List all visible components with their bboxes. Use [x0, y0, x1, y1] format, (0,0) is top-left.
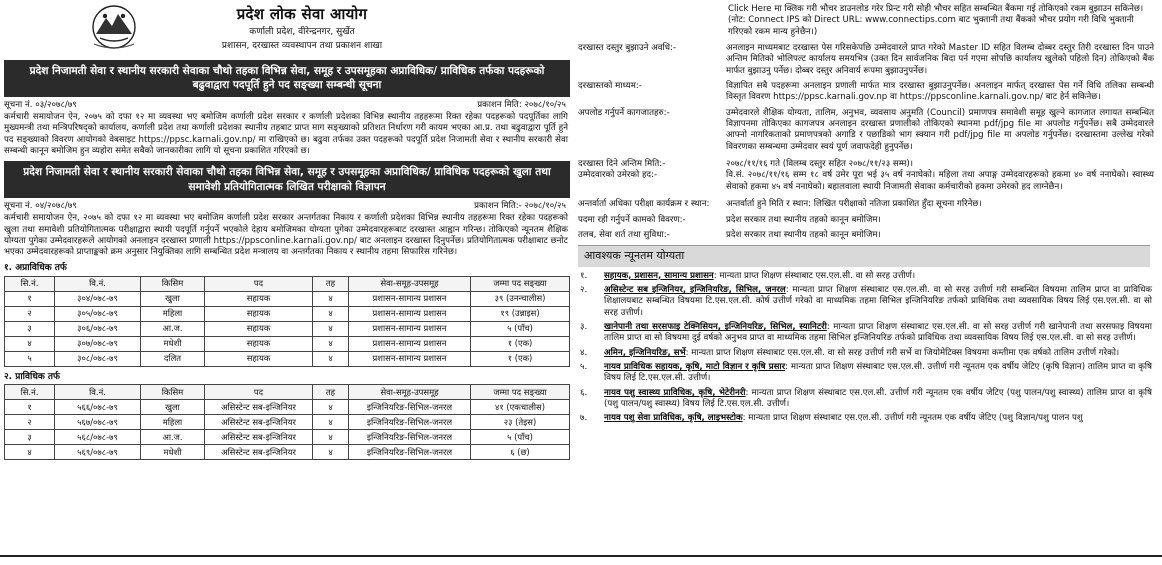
- notice2-body: कर्मचारी समायोजन ऐन, २०७५ को दफा १२ मा व्यवस्था भए बमोजिम कर्णाली प्रदेश सरकार अन्तर्गतका निकाय र कर्णाली प्रदेशका विभिन्न स्थानीय तहहरूमा रिक्त रहेका पदहरूको खुला तथा समावेशी प्रतियोगितात्मक परीक्षाद्वारा स्थायी पदपूर्ति गर्नुपर्ने भएकोले देहाय बमोजिमका योग्यता पुगेका उम्मेदवारहरूबाट दरखास्त आह्वान गरिन्छ। तोकिएको न्यूनतम शैक्षिक योग्यता पुगेका उम्मेदवारहरूले आयोगको अनलाइन दरखास्त प्रणाली https://ppsconline.karnali.gov.np/ बाट अनलाइन दरखास्त दिनुपर्नेछ। प्रतियोगितात्मक परीक्षाबाट छनोट भएका उम्मेदवारहरूको प्राप्ताङ्कको क्रम अनुसार नियुक्तिका लागि सम्बन्धित प्रदेश मन्त्रालय वा अन्तर्गतका निकाय र स्थानीय तहमा सिफारिस गरिनेछ।: [4, 213, 568, 258]
- table-cell: आ.ज.: [141, 430, 205, 445]
- table-cell: ३: [5, 321, 55, 336]
- header: [2, 0, 574, 58]
- table-cell: ४: [313, 445, 349, 460]
- col-header: किसिम: [141, 385, 205, 400]
- detail-value: उम्मेदवारले शैक्षिक योग्यता, तालिम, अनुभव, व्यवसाय अनुमति (Council) प्रमाणपत्र समावेशी समूह खुल्ने कागजात लगायत सम्बन्धित विज्ञापनमा तोकिएका कागजपत्र अनलाइन दरखास्त प्रणालीको तोकिएको स्थानमा pdf/jpg file मा अपलोड गर्नुपर्नेछ। सबै उम्मेदवारले आफ्नो नागरिकताको प्रमाणपत्रको अगाडि र पछाडिको भाग स्क्यान गरी pdf/jpg file मा अपलोड गर्नुपर्नेछ। दरखास्तमा उल्लेख गरेको विवरणका सम्बन्धमा उम्मेदवार स्वयं पूर्ण जवाफदेही हुनुपर्नेछ।: [726, 107, 1154, 152]
- table-row: [5, 400, 570, 415]
- qualification-title: असिस्टेन्ट सब इन्जिनियर, इन्जिनियरिङ, सिभिल, जनरल: [604, 285, 786, 296]
- detail-value: प्रदेश सरकार तथा स्थानीय तहको कानून बमोजिम।: [726, 214, 881, 225]
- table-cell: इन्जिनियरिङ-सिभिल-जनरल: [349, 430, 471, 445]
- table-row: [5, 430, 570, 445]
- qualification-title: नायव पशु स्वास्थ्य प्राविधिक, कृषि, भेटेरीनरी: [604, 387, 746, 398]
- org-address: कर्णाली प्रदेश, वीरेन्द्रनगर, सुर्खेत: [249, 26, 355, 37]
- header-text: [152, 5, 452, 53]
- org-branch: प्रशासन, दरखास्त व्यवस्थापन तथा प्रकाशन शाखा: [221, 40, 383, 51]
- qualification-text: [604, 388, 1160, 411]
- table-cell: ३०८/०७८-७९: [55, 351, 141, 366]
- table-header-row: [5, 276, 570, 291]
- table-cell: ५६८/०७८-७९: [55, 430, 141, 445]
- qualification-desc: : मान्यता प्राप्त शिक्षण संस्थाबाट एस.एल.सी. वा सो सरह उत्तीर्ण गरी सर्भे वा जियोमेटिक्स विषयमा कम्तीमा एक वर्षको तालिम उत्तीर्ण गरेको।: [685, 347, 1120, 358]
- qualification-number: ४.: [580, 347, 588, 358]
- qualification-title: सहायक, प्रशासन, सामान्य प्रशासन: [604, 270, 714, 281]
- table-row: [5, 351, 570, 366]
- qualification-title: नायव प्राविधिक सहायक, कृषि, माटो विज्ञान र कृषि प्रसार: [604, 362, 786, 373]
- qualification-item: [578, 322, 1160, 345]
- notice1-number: सूचना नं. ०३/२०७८/७९: [4, 99, 77, 110]
- table-cell: सहायक: [205, 336, 313, 351]
- qualification-desc: : मान्यता प्राप्त शिक्षण संस्थाबाट एस.एल.सी. वा सो सरह उत्तीर्ण।: [713, 270, 916, 281]
- table-cell: असिस्टेन्ट सब-इन्जिनियर: [205, 400, 313, 415]
- table-cell: १ (एक): [471, 351, 570, 366]
- table-cell: ५६९/०७८-७९: [55, 445, 141, 460]
- table-row: [5, 321, 570, 336]
- table-cell: ४: [5, 336, 55, 351]
- detail-label: दरखास्तको माध्यम:-: [578, 81, 642, 92]
- notice1-title: प्रदेश निजामती सेवा र स्थानीय सरकारी सेवाका चौथो तहका विभिन्न सेवा, समूह र उपसमूहका अप्राविधिक/ प्राविधिक तर्फका पदहरूको बढुवाद्वारा पदपूर्ति हुने पद सङ्ख्या सम्बन्धी सूचना: [4, 60, 570, 97]
- org-name: प्रदेश लोक सेवा आयोग: [236, 5, 368, 23]
- qualification-title: नायव पशु सेवा प्राविधिक, कृषि, लाइभस्टोक: [604, 413, 743, 424]
- detail-value: २०७८/११/१६ गते (विलम्ब दस्तुर सहित २०७८/११/२३ सम्म)।: [726, 159, 914, 170]
- table-cell: सहायक: [205, 351, 313, 366]
- qualification-number: ६.: [580, 387, 588, 398]
- qualification-number: ५.: [580, 362, 588, 373]
- table-cell: ३०७/०७८-७९: [55, 336, 141, 351]
- detail-label: उम्मेदवारको उमेरको हद:-: [578, 170, 658, 181]
- detail-label: अपलोड गर्नुपर्ने कागजातहरु:-: [578, 107, 670, 118]
- table-cell: ३: [5, 430, 55, 445]
- table1-heading: १. अप्राविधिक तर्फ: [4, 262, 67, 273]
- table-header-row: [5, 385, 570, 400]
- col-header: किसिम: [141, 276, 205, 291]
- table-cell: ४: [313, 336, 349, 351]
- table-cell: ५ (पाँच): [471, 321, 570, 336]
- qualification-title: खानेपानी तथा सरसफाइ टेक्निसियन, इन्जिनियरिङ, सिभिल, स्यानिटरी: [604, 322, 827, 333]
- table-cell: प्रशासन-सामान्य प्रशासन: [349, 351, 471, 366]
- detail-row: [578, 108, 1160, 153]
- qualification-desc: : मान्यता प्राप्त शिक्षण संस्थाबाट एस.एल.सी. वा सो सरह उत्तीर्ण गरी खानेपानी तथा सरसफाइ विषयमा तालिम प्राप्त वा सो विषयमा दुई वर्षको अनुभव प्राप्त वा माध्यमिक तहमा सिभिल इन्जिनियरिङ तर्फको प्राविधिक तथा व्यवसायिक विषय लिई एस.एल.सी. वा सो सरह उत्तीर्ण।: [604, 322, 1152, 344]
- min-qualification-heading: आवश्यक न्यूनतम योग्यता: [578, 245, 1150, 267]
- table-cell: खुला: [141, 291, 205, 306]
- technical-table: [4, 384, 570, 460]
- qualification-item: [578, 362, 1160, 385]
- table-cell: ४: [313, 351, 349, 366]
- government-emblem-icon: [88, 4, 140, 50]
- detail-label: पदमा रही गर्नुपर्ने कामको विवरण:-: [578, 214, 686, 225]
- detail-label: तलब, सेवा शर्त तथा सुविधा:-: [578, 229, 670, 240]
- table-row: [5, 291, 570, 306]
- table-cell: महिला: [141, 415, 205, 430]
- qualification-number: ३.: [580, 322, 588, 333]
- detail-value: विज्ञापित सबै पदहरूमा अनलाइन प्रणाली मार्फत मात्र दरखास्त बुझाउनुपर्नेछ। अनलाइन मार्फत् दरखास्त पेस गर्ने विधि तलिका सम्बन्धी विस्तृत विवरण https://ppsc.karnali.gov.np वा https://ppsconline.karnali.gov.np/ बाट हेर्न सकिनेछ।: [726, 81, 1154, 103]
- qualification-number: २.: [580, 285, 588, 296]
- table-cell: ६ (छ): [471, 445, 570, 460]
- right-column: [578, 0, 1160, 565]
- notice2-date: प्रकाशन मिति:- २०७८/१०/२५: [474, 200, 566, 211]
- qualification-desc: : मान्यता प्राप्त शिक्षण संस्थाबाट एस.एल.सी. उत्तीर्ण गरी न्यूनतम एक वर्षीय जेटिए (पशु पालन/पशु स्वास्थ्य) तालिम प्राप्त वा कृषि (पशु पालन/पशु स्वास्थ्य) विषय लिई टि.एस.एल.सी. उत्तीर्ण।: [604, 387, 1152, 410]
- table-row: [5, 445, 570, 460]
- qualification-desc: : मान्यता प्राप्त शिक्षण संस्थाबाट एस.एल.सी. उत्तीर्ण गरी न्यूनतम एक वर्षीय जेटिए (कृषि विज्ञान) तालिम प्राप्त वा कृषि विषय लिई टि.एस.एल.सी. उत्तीर्ण।: [604, 362, 1153, 384]
- notice1-date: प्रकाशन मिति: २०७८/१०/२५: [477, 99, 566, 110]
- table-cell: ४: [313, 291, 349, 306]
- table-cell: ३०६/०७८-७९: [55, 321, 141, 336]
- qualification-item: [578, 388, 1160, 411]
- notice2-meta: [2, 198, 574, 212]
- qualification-text: [604, 362, 1160, 385]
- table-cell: ५: [5, 351, 55, 366]
- qualification-number: ७.: [580, 413, 588, 424]
- notice2-title: प्रदेश निजामती सेवा र स्थानीय सरकारी सेवाका चौथो तहका विभिन्न सेवा, समूह र उपसमूहका अप्राविधिक/ प्राविधिक पदहरूको खुला तथा समावेशी प्रतियोगितात्मक लिखित परीक्षाको विज्ञापन: [4, 161, 570, 198]
- qualification-item: [578, 348, 1160, 359]
- notice1-body: कर्मचारी समायोजन ऐन, २०७५ को दफा १२ मा व्यवस्था भए बमोजिम कर्णाली प्रदेश सरकार र कर्णाली प्रदेशका विभिन्न स्थानीय तहहरूमा रिक्त रहेका पदहरूको पदपूर्तिका लागि मुख्यमन्त्री तथा मन्त्रिपरिषद्को कार्यालय, कर्णाली प्रदेश तथा कर्णाली प्रदेशका स्थानीय तहबाट प्राप्त माग सङ्ख्याको प्रतिशत निर्धारण गरी कायम भएका आ.प्र. तथा बढुवाद्वारा पूर्ति हुने पद सङ्ख्याको विवरण आयोगको वेबसाइट https://ppsc.karnali.gov.np/ मा राखिएको छ। बढुवा तर्फका उक्त पदहरूको पदपूर्ति प्रदेश निजामती सेवा र स्थानीय सरकारी सेवा सम्बन्धी कानून बमोजिम हुन व्यहोरा समेत सबैको जानकारीका लागि यो सूचना प्रकाशित गरिएको छ।: [4, 111, 568, 156]
- qualification-number: १.: [580, 270, 588, 281]
- table-cell: ५६६/०७८-७९: [55, 400, 141, 415]
- qualification-item: [578, 413, 1160, 424]
- voucher-instructions: Click Here मा क्लिक गरी भौचर डाउनलोड गरेर प्रिन्ट गरी सोही भौचर सहित सम्बन्धित बैंकमा गई तोकिएको रकम बुझाउन सकिनेछ। (नोट: Connect IPS को Direct URL: www.connectips.com बाट भुक्तानी तथा बैंकको भौचर प्रयोग गरी विधि भुक्तानी गरिएको रकम मान्य हुनेछैन।): [728, 4, 1144, 37]
- detail-value: अनलाइन माध्यमबाट दरखास्त पेस गरिसकेपछि उम्मेदवारले प्राप्त गरेको Master ID सहित विलम्ब दोब्बर दस्तुर तिरी दरखास्त दिन पाउने अन्तिम मितिको भोलिपल्ट कार्यालय समयभित्र (उक्त दिन सार्वजनिक बिदा पर्न गएमा सोपछि कार्यालय खुलेको पहिलो दिन) तोकिएको बैंक मार्फत बुझाउनु पर्नेछ। दोब्बर दस्तुर अनिवार्य रूपमा बुझाउनुपर्नेछ।: [726, 43, 1154, 76]
- table-cell: ३०५/०७८-७९: [55, 306, 141, 321]
- table-row: [5, 336, 570, 351]
- col-header: वि.नं.: [55, 385, 141, 400]
- detail-row: [578, 215, 1160, 226]
- non-technical-table: [4, 276, 570, 367]
- detail-row: [578, 199, 1160, 210]
- detail-row: [578, 230, 1160, 241]
- table-cell: ४: [313, 400, 349, 415]
- application-details: [578, 43, 1160, 241]
- table-cell: ३०४/०७८-७९: [55, 291, 141, 306]
- col-header: जम्मा पद सङ्ख्या: [471, 385, 570, 400]
- table-cell: इन्जिनियरिङ-सिभिल-जनरल: [349, 445, 471, 460]
- qualification-text: [604, 413, 1160, 424]
- table-cell: २: [5, 306, 55, 321]
- qualification-title: अमिन, इन्जिनियरिङ, सर्भे: [604, 347, 686, 358]
- table-cell: ४: [313, 415, 349, 430]
- table-cell: प्रशासन-सामान्य प्रशासन: [349, 336, 471, 351]
- col-header: सेवा-समूह-उपसमूह: [349, 276, 471, 291]
- table-cell: १: [5, 291, 55, 306]
- col-header: सेवा-समूह-उपसमूह: [349, 385, 471, 400]
- table-cell: २: [5, 415, 55, 430]
- col-header: वि.नं.: [55, 276, 141, 291]
- detail-row: [578, 81, 1160, 104]
- table-cell: असिस्टेन्ट सब-इन्जिनियर: [205, 445, 313, 460]
- col-header: पद: [205, 385, 313, 400]
- table-cell: ४१ (एकचालीस): [471, 400, 570, 415]
- table-cell: इन्जिनियरिङ-सिभिल-जनरल: [349, 400, 471, 415]
- table-cell: ४: [5, 445, 55, 460]
- qualification-text: [604, 322, 1160, 345]
- col-header: सि.नं.: [5, 385, 55, 400]
- detail-label: अन्तर्वार्ता अधिका परीक्षा कार्यक्रम र स्थान:: [578, 199, 710, 210]
- table-cell: सहायक: [205, 321, 313, 336]
- table-cell: ३९ (उनन्चालीस): [471, 291, 570, 306]
- table-cell: दलित: [141, 351, 205, 366]
- detail-row: [578, 43, 1160, 77]
- detail-row: [578, 159, 1160, 170]
- table-cell: २३ (तेइस): [471, 415, 570, 430]
- detail-value: प्रदेश सरकार तथा स्थानीय तहको कानून बमोजिम।: [726, 229, 881, 240]
- detail-row: [578, 170, 1160, 193]
- col-header: पद: [205, 276, 313, 291]
- detail-label: दरखास्त दिने अन्तिम मिति:-: [578, 159, 666, 170]
- detail-label: दरखास्त दस्तुर बुझाउने अवधि:-: [578, 43, 677, 54]
- table-cell: ४: [313, 430, 349, 445]
- table-cell: १ (एक): [471, 336, 570, 351]
- col-header: तह: [313, 276, 349, 291]
- qualification-text: [604, 285, 1160, 319]
- qualification-item: [578, 285, 1160, 319]
- detail-value: वि.सं. २०७८/११/१६ सम्म १८ वर्ष उमेर पूरा भई ३५ वर्ष ननाघेको। महिला तथा अपाङ्ग उम्मेदवारहरूको हकमा ४० वर्ष ननाघेको। स्वास्थ्य सेवाको हकमा ४५ वर्ष ननाघेको। बहालवाला स्थायी निजामती सेवाका कर्मचारीको हकमा उमेरको हद लाग्नेछैन।: [726, 170, 1154, 192]
- col-header: सि.नं.: [5, 276, 55, 291]
- table-cell: १९ (उन्नाइस): [471, 306, 570, 321]
- table-cell: असिस्टेन्ट सब-इन्जिनियर: [205, 430, 313, 445]
- notice1-meta: [2, 97, 574, 111]
- notice2-number: सूचना नं. ०४/२०७८/७९: [4, 200, 77, 211]
- table-cell: ४: [313, 321, 349, 336]
- table-cell: इन्जिनियरिङ-सिभिल-जनरल: [349, 415, 471, 430]
- table-row: [5, 415, 570, 430]
- table-cell: प्रशासन-सामान्य प्रशासन: [349, 291, 471, 306]
- qualification-item: [578, 271, 1160, 282]
- table-cell: असिस्टेन्ट सब-इन्जिनियर: [205, 415, 313, 430]
- table-cell: १: [5, 400, 55, 415]
- table-cell: मधेशी: [141, 445, 205, 460]
- table-cell: आ.ज.: [141, 321, 205, 336]
- col-header: जम्मा पद सङ्ख्या: [471, 276, 570, 291]
- table-cell: सहायक: [205, 306, 313, 321]
- table-cell: प्रशासन-सामान्य प्रशासन: [349, 321, 471, 336]
- table-cell: मधेशी: [141, 336, 205, 351]
- left-column: [2, 0, 574, 565]
- col-header: तह: [313, 385, 349, 400]
- bottom-border: [0, 555, 1162, 565]
- table-cell: ५६७/०७८-७९: [55, 415, 141, 430]
- table-cell: ५ (पाँच): [471, 430, 570, 445]
- table2-heading: २. प्राविधिक तर्फ: [4, 371, 60, 382]
- qualification-desc: : मान्यता प्राप्त शिक्षण संस्थाबाट एस.एल.सी. उत्तीर्ण गरी न्यूनतम एक वर्षीय जेटिए (पशु विज्ञान/पशु पालन पशु: [742, 413, 1083, 424]
- qualification-text: [604, 271, 1160, 282]
- qualification-text: [604, 348, 1160, 359]
- table-cell: प्रशासन-सामान्य प्रशासन: [349, 306, 471, 321]
- qualification-desc: : मान्यता प्राप्त शिक्षण संस्थाबाट एस.एल.सी. वा सो सरह उत्तीर्ण गरी सम्बन्धित विषयमा तालिम प्राप्त वा प्राविधिक शिक्षालयबाट सम्बन्धित विषयमा टि.एस.एल.सी. कोर्ष उत्तीर्ण गरेको वा माध्यमिक तहमा सिभिल इन्जिनियरिङ तर्फको प्राविधिक तथा व्यवसायिक विषय लिई एस.एल.सी. वा सो सरह उत्तीर्ण।: [604, 285, 1152, 318]
- table-cell: खुला: [141, 400, 205, 415]
- table-cell: ४: [313, 306, 349, 321]
- detail-value: अन्तर्वार्ता हुने मिति र स्थान: लिखित परीक्षाको नतिजा प्रकाशित हुँदा सूचना गरिनेछ।: [726, 199, 982, 210]
- table-row: [5, 306, 570, 321]
- qualification-list: [578, 271, 1160, 425]
- table-cell: सहायक: [205, 291, 313, 306]
- table-cell: महिला: [141, 306, 205, 321]
